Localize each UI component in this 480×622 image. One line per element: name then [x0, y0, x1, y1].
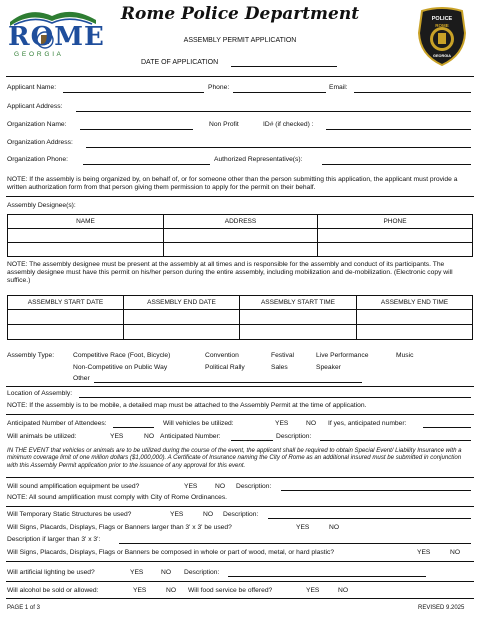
- sound-note: NOTE: All sound amplification must comply with City of Rome Ordinances.: [7, 494, 228, 501]
- designee-address-cell[interactable]: [164, 243, 318, 257]
- authorized-rep-field[interactable]: [322, 164, 471, 165]
- animals-yes-option[interactable]: YES: [110, 433, 124, 440]
- large-signs-question: Will Signs, Placards, Displays, Flags or Banners larger than 3' x 3' be used?: [7, 524, 232, 531]
- end-date-cell[interactable]: [124, 325, 240, 340]
- date-of-application-field[interactable]: [231, 66, 337, 67]
- lighting-description-field[interactable]: [228, 576, 426, 577]
- schedule-col-end-date: ASSEMBLY END DATE: [124, 296, 240, 310]
- divider-2: [6, 386, 474, 387]
- applicant-email-field[interactable]: [354, 92, 471, 93]
- divider-7: [6, 581, 474, 582]
- structures-no-option[interactable]: NO: [203, 511, 214, 518]
- large-signs-description-field[interactable]: [119, 543, 471, 544]
- type-option-speaker[interactable]: Speaker: [316, 364, 341, 371]
- insurance-note: IN THE EVENT that vehicles or animals are to be utilized during the course of the event, the applicant shall be required to obtain Special Event/ Liability Insurance with a minimum coverage limit of one million dollars ($1,000,000). A Certificate of Insurance naming the City of Rome as an additional insured must be submitted in conjunction with this Assembly Permit application prior to the issuance of any approval for this event.: [7, 447, 462, 469]
- end-date-cell[interactable]: [124, 310, 240, 325]
- location-note: NOTE: If the assembly is to be mobile, a detailed map must be attached to the Assembly Permit at the time of application.: [7, 402, 367, 409]
- vehicles-label: Will vehicles be utilized:: [163, 420, 234, 427]
- animals-description-field[interactable]: [320, 440, 471, 441]
- page-title: Rome Police Department: [120, 4, 360, 24]
- lighting-no-option[interactable]: NO: [161, 569, 172, 576]
- vehicles-number-field[interactable]: [423, 427, 471, 428]
- anticipated-attendees-field[interactable]: [113, 427, 154, 428]
- sound-yes-option[interactable]: YES: [184, 483, 198, 490]
- if-yes-number-label: If yes, anticipated number:: [328, 420, 407, 427]
- organization-phone-field[interactable]: [83, 164, 210, 165]
- lighting-yes-option[interactable]: YES: [130, 569, 144, 576]
- animals-number-label: Anticipated Number:: [160, 433, 221, 440]
- assembly-type-label: Assembly Type:: [7, 352, 55, 359]
- food-no-option[interactable]: NO: [338, 587, 349, 594]
- date-of-application-label: DATE OF APPLICATION: [141, 59, 219, 66]
- material-yes-option[interactable]: YES: [417, 549, 431, 556]
- designee-name-cell[interactable]: [8, 243, 164, 257]
- alcohol-yes-option[interactable]: YES: [133, 587, 147, 594]
- type-option-non-competitive[interactable]: Non-Competitive on Public Way: [73, 364, 168, 371]
- divider-3: [6, 414, 474, 415]
- schedule-col-start-time: ASSEMBLY START TIME: [240, 296, 357, 310]
- signs-no-option[interactable]: NO: [329, 524, 340, 531]
- lighting-description-label: Description:: [184, 569, 220, 576]
- type-option-competitive-race[interactable]: Competitive Race (Foot, Bicycle): [73, 352, 171, 359]
- start-date-cell[interactable]: [8, 325, 124, 340]
- header-divider: [6, 76, 474, 77]
- end-time-cell[interactable]: [357, 325, 473, 340]
- schedule-col-start-date: ASSEMBLY START DATE: [8, 296, 124, 310]
- food-service-question: Will food service be offered?: [188, 587, 273, 594]
- divider-6: [6, 561, 474, 562]
- type-option-live-performance[interactable]: Live Performance: [316, 352, 369, 359]
- vehicles-no-option[interactable]: NO: [306, 420, 317, 427]
- type-other-field[interactable]: [94, 382, 362, 383]
- form-subtitle: ASSEMBLY PERMIT APPLICATION: [183, 37, 297, 44]
- type-option-festival[interactable]: Festival: [271, 352, 295, 359]
- animals-description-label: Description:: [276, 433, 312, 440]
- designees-table: [7, 214, 473, 257]
- schedule-col-end-time: ASSEMBLY END TIME: [357, 296, 473, 310]
- sign-material-question: Will Signs, Placards, Displays, Flags or Banners be composed in whole or part of wood, metal, or hard plastic?: [7, 549, 335, 556]
- organization-name-field[interactable]: [80, 129, 193, 130]
- location-label: Location of Assembly:: [7, 390, 73, 397]
- type-option-political-rally[interactable]: Political Rally: [205, 364, 245, 371]
- food-yes-option[interactable]: YES: [306, 587, 320, 594]
- page-number: PAGE 1 of 3: [7, 605, 40, 611]
- id-field[interactable]: [326, 129, 471, 130]
- animals-no-option[interactable]: NO: [144, 433, 155, 440]
- designees-col-address: ADDRESS: [164, 215, 318, 229]
- sound-question: Will sound amplification equipment be used?: [7, 483, 140, 490]
- organization-address-label: Organization Address:: [7, 139, 73, 146]
- divider-4: [6, 477, 474, 478]
- table-row: [8, 229, 473, 243]
- divider-8: [6, 598, 474, 599]
- material-no-option[interactable]: NO: [450, 549, 461, 556]
- alcohol-question: Will alcohol be sold or allowed:: [7, 587, 99, 594]
- revision-date: REVISED 9.2025: [418, 605, 465, 611]
- sound-description-label: Description:: [236, 483, 272, 490]
- applicant-address-field[interactable]: [76, 111, 471, 112]
- sound-description-field[interactable]: [281, 490, 471, 491]
- designee-note: NOTE: The assembly designee must be present at the assembly at all times and is responsible for the assembly and conduct of its participants. The assembly designee must have this permit on his/her person during the entire assembly, including mobilization and de-mobilization. (Electronic copy will suffice.): [7, 261, 453, 285]
- applicant-name-field[interactable]: [63, 92, 204, 93]
- designees-col-name: NAME: [8, 215, 164, 229]
- schedule-table: [7, 295, 473, 340]
- animals-label: Will animals be utilized:: [7, 433, 77, 440]
- location-field[interactable]: [79, 397, 471, 398]
- structures-yes-option[interactable]: YES: [170, 511, 184, 518]
- table-row: [8, 325, 473, 340]
- logo-georgia-text: G E O R G I A: [14, 51, 62, 58]
- table-row: [8, 243, 473, 257]
- temp-structures-question: Will Temporary Static Structures be used?: [7, 511, 132, 518]
- id-label: ID# (if checked) :: [263, 121, 314, 128]
- authorized-rep-label: Authorized Representative(s):: [214, 156, 303, 163]
- designees-label: Assembly Designee(s):: [7, 202, 76, 209]
- type-option-other[interactable]: Other: [73, 375, 90, 382]
- badge-rome-text: ROME: [435, 23, 449, 28]
- vehicles-yes-option[interactable]: YES: [275, 420, 289, 427]
- logo-rome-text: ROME: [8, 22, 105, 52]
- designees-col-phone: PHONE: [318, 215, 473, 229]
- type-option-sales[interactable]: Sales: [271, 364, 288, 371]
- start-date-cell[interactable]: [8, 310, 124, 325]
- applicant-address-label: Applicant Address:: [7, 103, 63, 110]
- signs-yes-option[interactable]: YES: [296, 524, 310, 531]
- large-signs-description-label: Description if larger than 3' x 3':: [7, 536, 101, 543]
- non-profit-label: Non Profit: [209, 121, 239, 128]
- designee-name-cell[interactable]: [8, 229, 164, 243]
- end-time-cell[interactable]: [357, 310, 473, 325]
- anticipated-attendees-label: Anticipated Number of Attendees:: [7, 420, 107, 427]
- structures-description-label: Description:: [223, 511, 259, 518]
- divider-1: [6, 196, 474, 197]
- lighting-question: Will artificial lighting be used?: [7, 569, 95, 576]
- start-time-cell[interactable]: [240, 310, 357, 325]
- organization-name-label: Organization Name:: [7, 121, 67, 128]
- sound-no-option[interactable]: NO: [215, 483, 226, 490]
- designee-phone-cell[interactable]: [318, 229, 473, 243]
- badge-georgia-text: GEORGIA: [433, 54, 451, 58]
- structures-description-field[interactable]: [268, 518, 471, 519]
- applicant-name-label: Applicant Name:: [7, 84, 57, 91]
- organization-address-field[interactable]: [86, 147, 471, 148]
- police-badge-logo: [416, 7, 468, 67]
- authorization-note: NOTE: If the assembly is being organized by, on behalf of, or for someone other than the person submitting this application, the applicant must provide a written authorization form from that person giving them permission to apply for the permit on their behalf.: [7, 176, 458, 192]
- organization-phone-label: Organization Phone:: [7, 156, 68, 163]
- badge-police-text: POLICE: [431, 16, 453, 22]
- applicant-email-label: Email:: [329, 84, 348, 91]
- designee-address-cell[interactable]: [164, 229, 318, 243]
- designee-phone-cell[interactable]: [318, 243, 473, 257]
- type-option-music[interactable]: Music: [396, 352, 414, 359]
- divider-5: [6, 506, 474, 507]
- start-time-cell[interactable]: [240, 325, 357, 340]
- table-row: [8, 310, 473, 325]
- animals-number-field[interactable]: [231, 440, 273, 441]
- type-option-convention[interactable]: Convention: [205, 352, 239, 359]
- applicant-phone-label: Phone:: [208, 84, 230, 91]
- applicant-phone-field[interactable]: [233, 92, 326, 93]
- alcohol-no-option[interactable]: NO: [166, 587, 177, 594]
